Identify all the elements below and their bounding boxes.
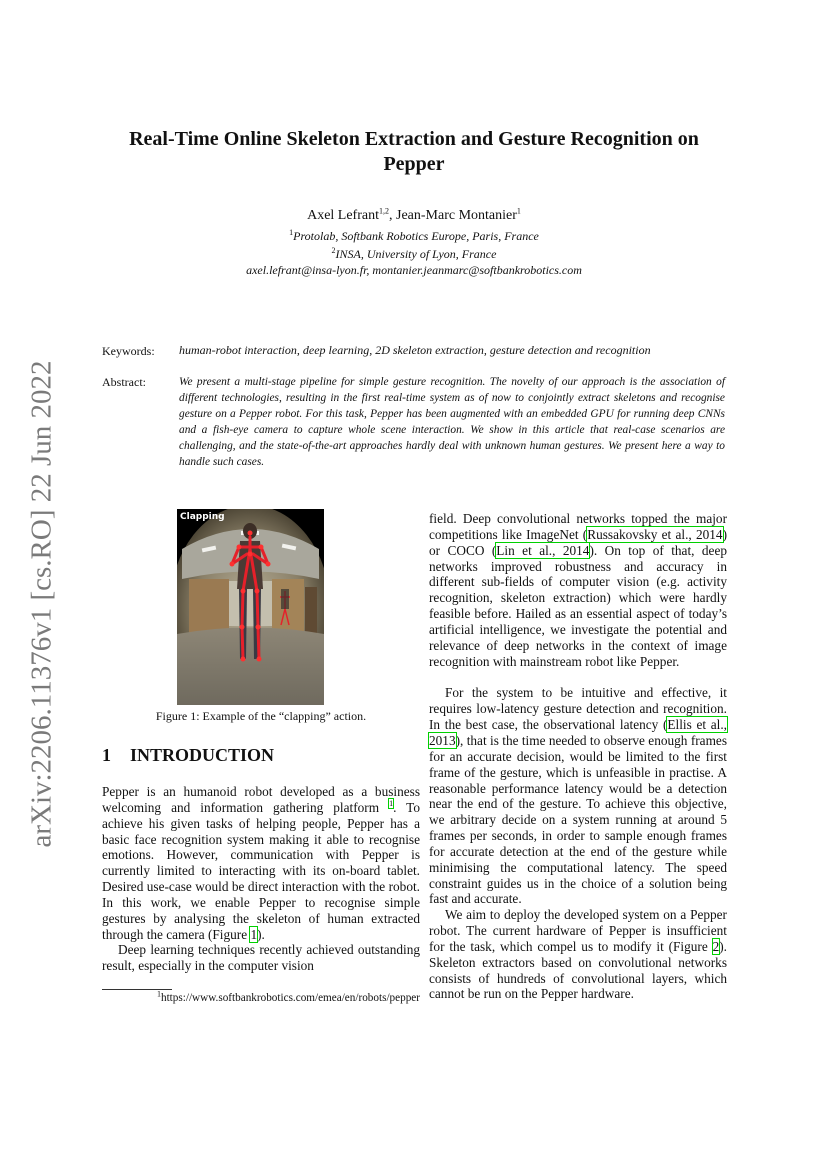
left-column [102, 784, 420, 974]
section-heading [102, 745, 274, 766]
footnote [102, 989, 420, 1004]
fisheye-scene-illustration [177, 509, 324, 705]
affiliation-sup: 2 [331, 246, 336, 255]
author-name: Jean-Marc Montanier [396, 208, 517, 223]
figure-reference-link[interactable]: 2 [712, 938, 720, 954]
abstract-label: Abstract: [102, 375, 146, 389]
affiliation [110, 246, 718, 262]
affiliation-text: Protolab, Softbank Robotics Europe, Paris, France [293, 229, 539, 243]
author-affil-sup: 1 [516, 206, 521, 216]
paragraph-text: ). Skeleton extractors based on convolutional networks consists of hundreds of convolutional layers, which cannot be run on the Pepper hardware. [429, 938, 727, 1002]
paragraph-text: ). [257, 926, 265, 942]
section-number: 1 [102, 745, 111, 765]
paragraph-text: For the system to be intuitive and effective, it requires low-latency gesture detection and recognition. In the best case, the observational latency ( [429, 685, 727, 733]
affiliation-sup: 1 [289, 228, 294, 237]
footnote-rule [102, 989, 172, 990]
citation-link[interactable]: Russakovsky et al., 2014 [587, 526, 723, 542]
footnote-url[interactable]: https://www.softbankrobotics.com/emea/en/robots/pepper [160, 992, 420, 1004]
figure-1-image [177, 509, 324, 705]
paragraph: Deep learning techniques recently achieved outstanding result, especially in the computer vision [102, 942, 420, 974]
paragraph-text: ) or COCO ( [429, 526, 728, 558]
arxiv-identifier [20, 360, 64, 848]
author-emails: axel.lefrant@insa-lyon.fr, montanier.jeanmarc@softbankrobotics.com [246, 263, 582, 277]
figure-reference-link[interactable]: 1 [250, 926, 258, 942]
figure-1-caption: Figure 1: Example of the “clapping” action. [155, 709, 367, 723]
author-separator: , [389, 208, 396, 223]
affiliation [110, 228, 718, 244]
paragraph-text: Pepper is an humanoid robot developed as a business welcoming and information gathering platform [102, 784, 420, 815]
paragraph-text: ). On top of that, deep networks improved robustness and accuracy in different sub-fields of computer vision (e.g. activity recognition, skeleton extraction) which were hardly feasible before. Hailed as an essential aspect of today’s artificial intelligence, we investigate the potential and relevance of deep networks in the context of image recognition with mainstream robot like Pepper. [429, 542, 728, 669]
author-list [110, 207, 718, 225]
affiliation-text: INSA, University of Lyon, France [335, 247, 497, 261]
footnote-link[interactable]: 1 [389, 799, 394, 809]
author-affil-sup: 1,2 [379, 206, 389, 216]
footnote-marker: 1 [156, 989, 161, 999]
citation-link[interactable]: Ellis et al., 2013 [429, 717, 727, 748]
arxiv-identifier-text: arXiv:2206.11376v1 [cs.RO] 22 Jun 2022 [25, 360, 58, 848]
paragraph-text: . To achieve his given tasks of helping people, Pepper has a basic face recognition system making it able to recognise emotions. However, communication with Pepper is currently limited to interacting with its on-board tablet. Desired use-case would be direct interaction with the robot. In this work, we enable Pepper to recognise simple gestures by analysing the skeleton of human extracted through the camera (Figure [102, 799, 420, 942]
paragraph [429, 907, 727, 1002]
figure-overlay-label: Clapping [180, 512, 225, 522]
right-column [429, 511, 727, 1002]
paragraph-text: We aim to deploy the developed system on a Pepper robot. The current hardware of Pepper is insufficient for the task, which compel us to modify it (Figure [429, 907, 727, 954]
paragraph-gap [429, 669, 727, 685]
author-name: Axel Lefrant [307, 208, 379, 223]
paper-title: Real-Time Online Skeleton Extraction and Gesture Recognition on Pepper [129, 128, 699, 175]
citation-link[interactable]: Lin et al., 2014 [496, 542, 590, 558]
section-title: INTRODUCTION [130, 745, 275, 765]
keywords-label: Keywords: [102, 344, 155, 358]
paragraph [429, 685, 727, 907]
paragraph-text: field. Deep convolutional networks topped the major competitions like ImageNet ( [429, 511, 727, 542]
paragraph [102, 784, 420, 942]
abstract-text: We present a multi-stage pipeline for simple gesture recognition. The novelty of our approach is the association of different technologies, resulting in the first real-time system as of now to conjointly extract skeletons and recognise gesture on a Pepper robot. For this task, Pepper has been augmented with an embedded GPU for running deep CNNs and a fish-eye camera to capture whole scene interaction. We show in this article that real-case scenarios are challenging, and the state-of-the-art approaches hardly deal with unknown human gestures. We present here a way to handle such cases. [179, 376, 725, 468]
paragraph-text: ), that is the time needed to observe enough frames for an accurate decision, would be limited to the first frame of the gesture, which is unfeasible in practise. A reasonable performance latency would be a detection near the end of the gesture. To achieve this objective, we arbitrary decide on a system running at around 5 frames per seconds, in order to sample enough frames for accurate detection at the end of the gesture while minimising the computational latency. The speed constraint guides us in the choice of a solution being fast and accurate. [429, 732, 727, 907]
paragraph [429, 511, 727, 669]
keywords-text: human-robot interaction, deep learning, 2D skeleton extraction, gesture detection and recognition [179, 343, 651, 357]
